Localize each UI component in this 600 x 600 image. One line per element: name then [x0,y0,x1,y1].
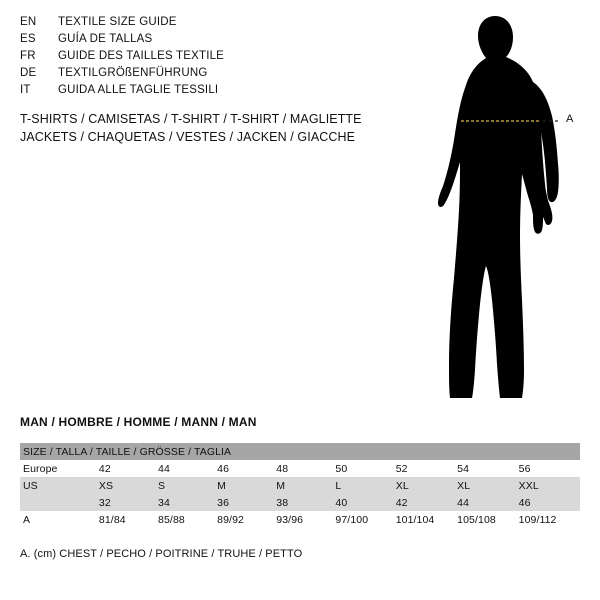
man-silhouette-figure [400,8,600,408]
language-row [20,67,380,84]
row-label: US [20,477,99,494]
table-cell: S [158,477,217,494]
table-cell: 89/92 [217,511,276,528]
language-text: GUÍA DE TALLAS [58,33,153,45]
table-cell: 44 [158,460,217,477]
language-row [20,16,380,33]
table-cell: M [276,477,335,494]
language-row [20,50,380,67]
table-cell: 52 [396,460,457,477]
silhouette-icon [400,8,600,408]
table-row [20,460,580,477]
category-line-tshirts: T-SHIRTS / CAMISETAS / T-SHIRT / T-SHIRT / MAGLIETTE [20,112,362,126]
table-cell: 93/96 [276,511,335,528]
table-cell: 40 [335,494,395,511]
table-cell: L [335,477,395,494]
category-line-jackets: JACKETS / CHAQUETAS / VESTES / JACKEN / GIACCHE [20,130,356,144]
callout-label-a: A [566,113,574,125]
table-row [20,494,580,511]
table-header-label: SIZE / TALLA / TAILLE / GRÖSSE / TAGLIA [20,443,580,460]
row-label [20,494,99,511]
table-cell: 38 [276,494,335,511]
table-cell: XL [396,477,457,494]
table-cell: 50 [335,460,395,477]
table-cell: 46 [217,460,276,477]
table-cell: XS [99,477,158,494]
language-row [20,84,380,101]
table-cell: 32 [99,494,158,511]
language-list [20,16,380,101]
language-code: IT [20,84,31,96]
table-header-row [20,443,580,460]
language-text: GUIDA ALLE TAGLIE TESSILI [58,84,219,96]
table-cell: 97/100 [335,511,395,528]
category-list [20,110,420,146]
language-row [20,33,380,50]
table-cell: 54 [457,460,518,477]
row-label: A [20,511,99,528]
table-cell: XL [457,477,518,494]
table-title: MAN / HOMBRE / HOMME / MANN / MAN [20,415,257,429]
language-code: FR [20,50,36,62]
table-cell: 101/104 [396,511,457,528]
table-cell: 46 [519,494,580,511]
footnote: A. (cm) CHEST / PECHO / POITRINE / TRUHE / PETTO [20,548,303,560]
table-cell: 34 [158,494,217,511]
table-cell: 42 [396,494,457,511]
row-label: Europe [20,460,99,477]
table-cell: 48 [276,460,335,477]
table-cell: 42 [99,460,158,477]
table-cell: M [217,477,276,494]
language-code: DE [20,67,37,79]
language-text: TEXTILGRÖßENFÜHRUNG [58,67,208,79]
table-cell: 44 [457,494,518,511]
size-table [20,443,580,528]
table-cell: 81/84 [99,511,158,528]
language-text: GUIDE DES TAILLES TEXTILE [58,50,225,62]
table-cell: 85/88 [158,511,217,528]
table-cell: XXL [519,477,580,494]
table-cell: 109/112 [519,511,580,528]
table-row [20,511,580,528]
table-row [20,477,580,494]
language-text: TEXTILE SIZE GUIDE [58,16,177,28]
language-code: EN [20,16,37,28]
language-code: ES [20,33,36,45]
table-cell: 36 [217,494,276,511]
table-cell: 105/108 [457,511,518,528]
table-cell: 56 [519,460,580,477]
